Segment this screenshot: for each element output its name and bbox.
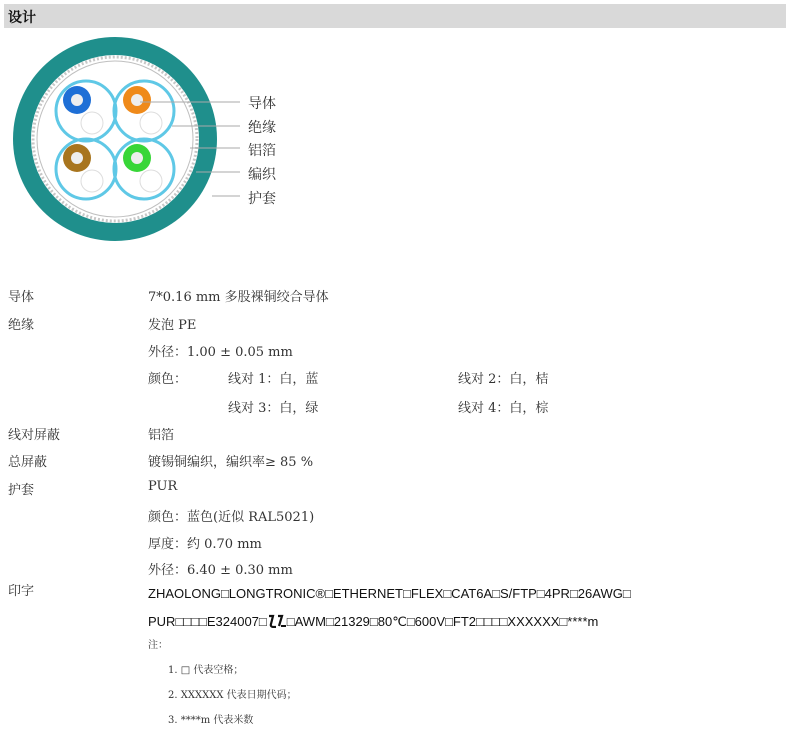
section-title: 设计 bbox=[8, 10, 36, 26]
printing-line-2a: PUR□□□□E324007□ bbox=[148, 614, 267, 629]
spec-value-jacket-color: 颜色：蓝色(近似 RAL5021) bbox=[148, 510, 315, 525]
label-conductor: 导体 bbox=[248, 96, 276, 112]
spec-label-jacket: 护套 bbox=[8, 483, 35, 498]
spec-label-pair-shield: 线对屏蔽 bbox=[8, 428, 61, 443]
spec-value-pair-shield: 铝箔 bbox=[148, 428, 175, 443]
notes-title: 注： bbox=[148, 640, 168, 651]
ul-mark-icon bbox=[267, 614, 287, 631]
spec-pair-1: 线对 1：白，蓝 bbox=[228, 372, 319, 387]
spec-value-jacket-material: PUR bbox=[148, 479, 178, 494]
spec-insulation-color-label: 颜色： bbox=[148, 372, 188, 387]
spec-value-insulation-material: 发泡 PE bbox=[148, 318, 197, 333]
cable-diagram-svg bbox=[0, 36, 240, 246]
spec-label-overall-shield: 总屏蔽 bbox=[8, 455, 48, 470]
spec-label-insulation: 绝缘 bbox=[8, 318, 35, 333]
spec-value-insulation-od: 外径：1.00 ± 0.05 mm bbox=[148, 345, 293, 360]
label-jacket: 护套 bbox=[248, 191, 276, 207]
spec-pair-3: 线对 3：白，绿 bbox=[228, 401, 319, 416]
cable-cross-section bbox=[0, 36, 240, 250]
label-foil: 铝箔 bbox=[248, 143, 276, 159]
spec-pair-2: 线对 2：白，桔 bbox=[458, 372, 549, 387]
spec-value-jacket-thickness: 厚度：约 0.70 mm bbox=[148, 537, 262, 552]
spec-label-printing: 印字 bbox=[8, 584, 35, 599]
label-braid: 编织 bbox=[248, 167, 276, 183]
note-2: 2. XXXXXX 代表日期代码； bbox=[168, 690, 297, 701]
printing-line-1: ZHAOLONG□LONGTRONIC®□ETHERNET□FLEX□CAT6A□S/FTP□4PR□26AWG□ bbox=[148, 586, 631, 601]
note-1: 1. □ 代表空格； bbox=[168, 665, 244, 676]
spec-pair-4: 线对 4：白，棕 bbox=[458, 401, 549, 416]
printing-line-2b: □AWM□21329□80℃□600V□FT2□□□□XXXXXX□****m bbox=[286, 614, 599, 629]
spec-value-conductor: 7*0.16 mm 多股裸铜绞合导体 bbox=[148, 290, 329, 305]
label-insulation: 绝缘 bbox=[248, 120, 276, 136]
section-header bbox=[4, 4, 786, 28]
spec-value-overall-shield: 镀锡铜编织，编织率≥ 85 % bbox=[148, 455, 314, 470]
spec-value-jacket-od: 外径：6.40 ± 0.30 mm bbox=[148, 563, 293, 578]
printing-line-2 bbox=[148, 614, 598, 631]
note-3: 3. ****m 代表米数 bbox=[168, 715, 254, 726]
spec-label-conductor: 导体 bbox=[8, 290, 35, 305]
